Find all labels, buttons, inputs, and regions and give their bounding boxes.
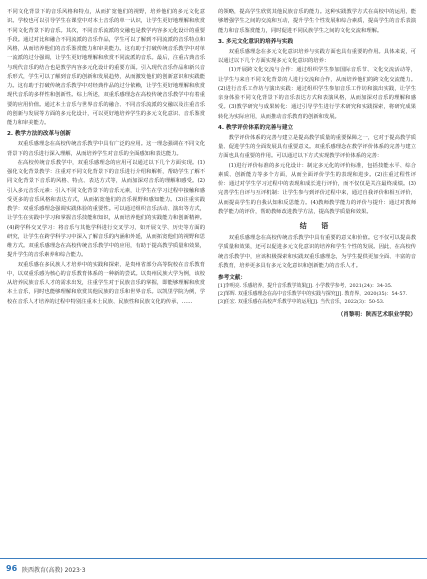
section-heading: 2. 教学方法的改革与创新	[7, 131, 71, 138]
conclusion-heading: 结 语	[299, 222, 335, 230]
section-heading: 4. 教学评价体系的完善与建立	[218, 124, 294, 131]
author-affiliation: （肖黎明：陕西艺术职业学院）	[337, 312, 416, 318]
section-heading: 3. 多元文化意识的培养与实践	[218, 38, 294, 45]
body-paragraph: 教学评价体系的完善与建立是提高教学质量的重要保障之一，它对于提高教学质量、促进学生的全面发展具有重要意义。双重乐感理念在教学评价体系的完善与建立方面也具有重要的作用。可以通过以下方式实现教学评价体系的完善：	[218, 134, 416, 160]
references-title: 参考文献：	[218, 275, 246, 281]
right-column	[218, 8, 416, 318]
page-number: 96	[6, 564, 18, 573]
body-paragraph: 的领略，提高学生欣赏其他民族音乐的能力。这种实践教学方式在高校中的运用，能够增强学生之间的交流和互动，提升学生个性发展和综合素质，提高学生的音乐表演能力和音乐鉴赏能力，同时促进不同民族学生之间的文化交流和理解。	[218, 9, 416, 34]
reference-item: [2]邹辉. 双重乐感理念在高中音乐教学中的实践与探究[J]. 教育界，2020(35)：54-57.	[218, 291, 408, 297]
body-paragraph: 双重乐感理念在高校传统音乐教学中具有广泛的应用。这一理念强调在不同文化背景下的音乐进行深入理解，从而培养学生对音乐的全面感知和表达能力。	[7, 141, 205, 157]
body-paragraph: (1)进行评价标准的多元化设计：制定多元化的评价标准，包括技能水平、综合素质、创新能力等多个方面，从而全面评价学生的表现和进步。(2)注重过程性评价：通过对学生学习过程中的表现和成长进行评价，而不仅仅是关注最终成绩。(3)完善学生自评与互评机制：让学生参与到评价过程中来，通过自我评价和相互评价，从而提高学生的自我认知和反思能力。(4)教师教学能力的评价与提升：通过对教师教学能力的评价，帮助教师改进教学方法，提高教学质量和效果。	[218, 162, 416, 215]
body-paragraph: 双重乐感在多民族人才培养中的实践和探索，是贵州省部分高等院校在音乐教育中，以双重乐感为核心的音乐教育体系的一种新的尝试。以贵州民族大学为例，该校从培养民族音乐人才的需求出发，注重学生对于民族音乐的掌握，即能够理解和欣赏本土音乐，同时也能够理解和欣赏其他民族的音乐和世界音乐。以凯里学院为例，学校在音乐人才培养的过程中特别注重本土民族、民族性和民族文化的传承，……	[7, 261, 205, 305]
body-paragraph: 双重乐感理念在高校传统音乐教学中具有重要的意义和价值。它不仅可以提高教学质量和效果，还可以促进多元文化意识的培养和学生个性的发展。因此，在高校传统音乐教学中，应该积极探索和实践双重乐感理念，为学生提供更加全面、丰富的音乐教育，培养更多具有多元文化意识和创新能力的音乐人才。	[218, 235, 416, 269]
reference-item: [3]任宏. 双重乐感在高校声乐教学中的运用[J]. 当代音乐，2022(3)：50-53.	[218, 299, 385, 305]
reference-item: [1]李明亮. 乐感培养，提升音乐教学效果[J]. 小学教学参考，2021(24)：34-35.	[218, 283, 393, 289]
left-column	[7, 8, 205, 307]
body-paragraph: (1)开展跨文化交流与合作：通过组织学生参加国际音乐节、文化交流活动等，让学生与来自不同文化背景的人进行交流和合作，从而培养他们的跨文化交流能力。(2)进行音乐工作坊与演出实践：通过组织学生参加音乐工作坊和演出实践，让学生亲身体验不同文化背景下的音乐表达方式和表演风格，从而加深对音乐的理解和感受。(3)教学研究与成果转化：通过引导学生进行学术研究和实践探索，将研究成果转化为实际应用，从而推动音乐教育的创新和发展。	[218, 67, 416, 120]
body-paragraph: 不同文化背景下的音乐风格和特点，从而扩宽他们的视野，培养他们的多元文化意识。学校也可以引导学生在课堂中对本土音乐的单一认识，让学生更好地理解和欣赏不同文化背景下的音乐。其次，不同音乐流派的交融也是教学内容多元化设计的重要手段。通过对比和融合不同流派的音乐作品，学生可以了解到不同流派的音乐特点和风格，从而培养他们的音乐鉴赏能力和审美能力。这有助于打破传统音乐教学中对单一流派的过分强调，让学生更好地理解和欣赏不同流派的音乐。最后，注重古典音乐与现代音乐的结合也是教学内容多元化设计的重要方面。引入现代音乐作品和新兴音乐形式，学生可以了解到音乐的创新和发展趋势，从而激发他们的创新意识和实践能力。这有助于打破传统音乐教学中对经典作品的过分依赖，让学生更好地理解和欣赏现代音乐的多样性和创新性。综上所述，双重乐感理念在高校传统音乐教学中有着重要的应用价值。通过本土音乐与世界音乐的融合、不同音乐流派的交融以及注重音乐的创新与发展等方面的多元化设计，可以更好地培养学生的多元文化意识、音乐鉴赏能力和审美能力。	[7, 9, 205, 126]
body-paragraph: 在高校传统音乐教学中，双重乐感理念的应用可以通过以下几个方面实现。(1)强化文化背景教学：注重对不同文化背景下的音乐进行介绍和解析，帮助学生了解不同文化背景下音乐的风格、特点、表达方式等，从而加深对音乐的理解和感受。(2)引入多元音乐元素：引入不同文化背景下的音乐元素，让学生在学习过程中接触和感受更多的音乐风格和表达方式，从而拓宽他们的音乐视野和感知能力。(3)注重实践教学：双重乐感理念强调实践体验的重要性。可以通过组织音乐活动、演出等方式，让学生在实践中学习和掌握音乐技能和知识，从而培养他们的实践能力和创新精神。(4)跨学科交叉学习：将音乐与其他学科进行交叉学习，如开展文学、历史等方面的研究，让学生在跨学科学习中深入了解音乐的内涵和外延，从而拓宽他们的视野和思维方式。双重乐感理念在高校传统音乐教学中的应用，有助于提高教学质量和效果，提升学生的音乐素养和综合能力。	[7, 159, 205, 259]
journal-name: 陕西教育(高教) 2023·3	[22, 567, 86, 574]
body-paragraph: 双重乐感理念在多元文化意识培养与实践方面也具有重要的作用。具体来说，可以通过以下几个方面实现多元文化意识的培养：	[218, 48, 416, 64]
page-footer	[0, 558, 427, 579]
